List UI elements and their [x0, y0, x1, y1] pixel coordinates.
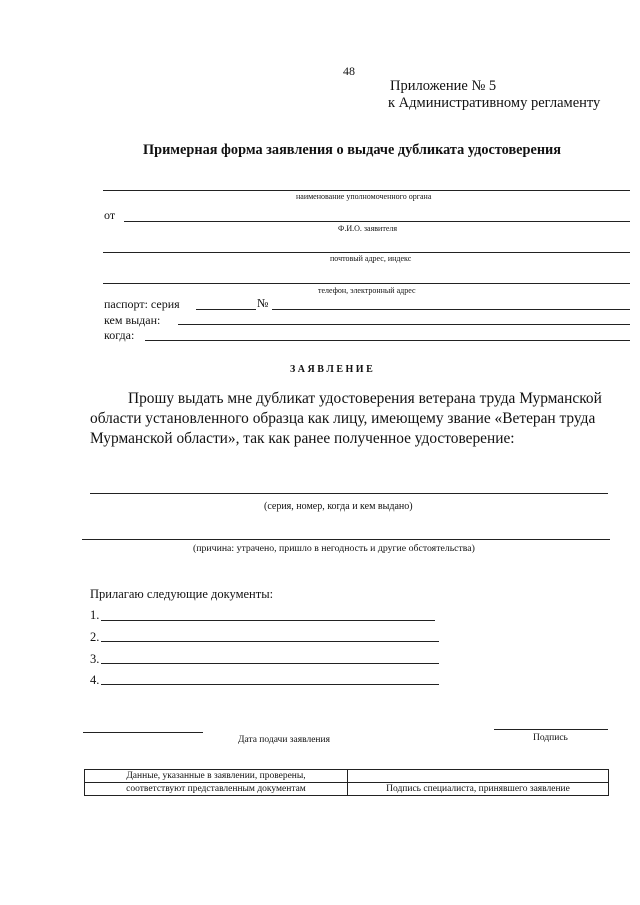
verification-note-cell-bottom: [85, 783, 348, 796]
statement-heading: З А Я В Л Е Н И Е: [290, 364, 373, 375]
attachment-number-3: 3.: [90, 652, 100, 666]
contact-caption: телефон, электронный адрес: [318, 286, 416, 295]
signature-line[interactable]: [494, 729, 608, 730]
attachment-line-2[interactable]: [101, 641, 439, 642]
authority-caption: наименование уполномоченного органа: [296, 192, 432, 201]
passport-series-line[interactable]: [196, 309, 256, 310]
page-number: 48: [343, 64, 355, 78]
authority-field-line[interactable]: [103, 190, 630, 191]
verification-note-line-1: Данные, указанные в заявлении, проверены,: [126, 771, 306, 781]
attachments-heading: Прилагаю следующие документы:: [90, 587, 274, 601]
attachment-line-4[interactable]: [101, 684, 439, 685]
attachment-number-1: 1.: [90, 608, 100, 622]
contact-line[interactable]: [103, 283, 630, 284]
applicant-name-line[interactable]: [124, 221, 630, 222]
reason-caption: (причина: утрачено, пришло в негодность и другие обстоятельства): [193, 543, 475, 554]
attachment-line-1[interactable]: [101, 620, 435, 621]
passport-number-label: №: [257, 296, 269, 310]
passport-number-line[interactable]: [272, 309, 630, 310]
statement-body: [90, 389, 613, 449]
signature-caption: Подпись: [533, 733, 568, 743]
appendix-number: Приложение № 5: [390, 78, 497, 94]
postal-address-caption: почтовый адрес, индекс: [330, 254, 412, 263]
from-label: от: [104, 208, 116, 222]
reason-line[interactable]: [82, 539, 610, 540]
statement-line-1: Прошу выдать мне дубликат удостоверения ветерана труда Мурманской: [128, 390, 602, 407]
date-caption: Дата подачи заявления: [238, 735, 330, 745]
applicant-name-caption: Ф.И.О. заявителя: [338, 224, 398, 233]
attachment-number-2: 2.: [90, 630, 100, 644]
verification-note-line-2: соответствуют представленным документам: [126, 784, 306, 794]
specialist-caption-cell: [348, 783, 609, 796]
verification-note-cell-top: [85, 770, 348, 783]
attachment-line-3[interactable]: [101, 663, 439, 664]
postal-address-line[interactable]: [103, 252, 630, 253]
statement-line-2: области установленного образца как лицу, имеющему звание «Ветеран труда: [90, 410, 596, 427]
issue-date-label: когда:: [104, 328, 135, 342]
specialist-signature-caption: Подпись специалиста, принявшего заявление: [386, 784, 570, 794]
issue-date-line[interactable]: [145, 340, 630, 341]
certificate-caption: (серия, номер, когда и кем выдано): [264, 501, 413, 512]
statement-line-3: Мурманской области», так как ранее полученное удостоверение:: [90, 430, 515, 447]
passport-series-label: паспорт: серия: [104, 297, 180, 311]
issued-by-label: кем выдан:: [104, 313, 161, 327]
verification-table: [84, 769, 609, 796]
issued-by-line[interactable]: [178, 324, 630, 325]
appendix-reference: к Административному регламенту: [388, 95, 601, 111]
attachment-number-4: 4.: [90, 673, 100, 687]
specialist-signature-cell[interactable]: [348, 770, 609, 783]
form-title: Примерная форма заявления о выдаче дубликата удостоверения: [143, 142, 562, 158]
date-line[interactable]: [83, 732, 203, 733]
certificate-details-line[interactable]: [90, 493, 608, 494]
